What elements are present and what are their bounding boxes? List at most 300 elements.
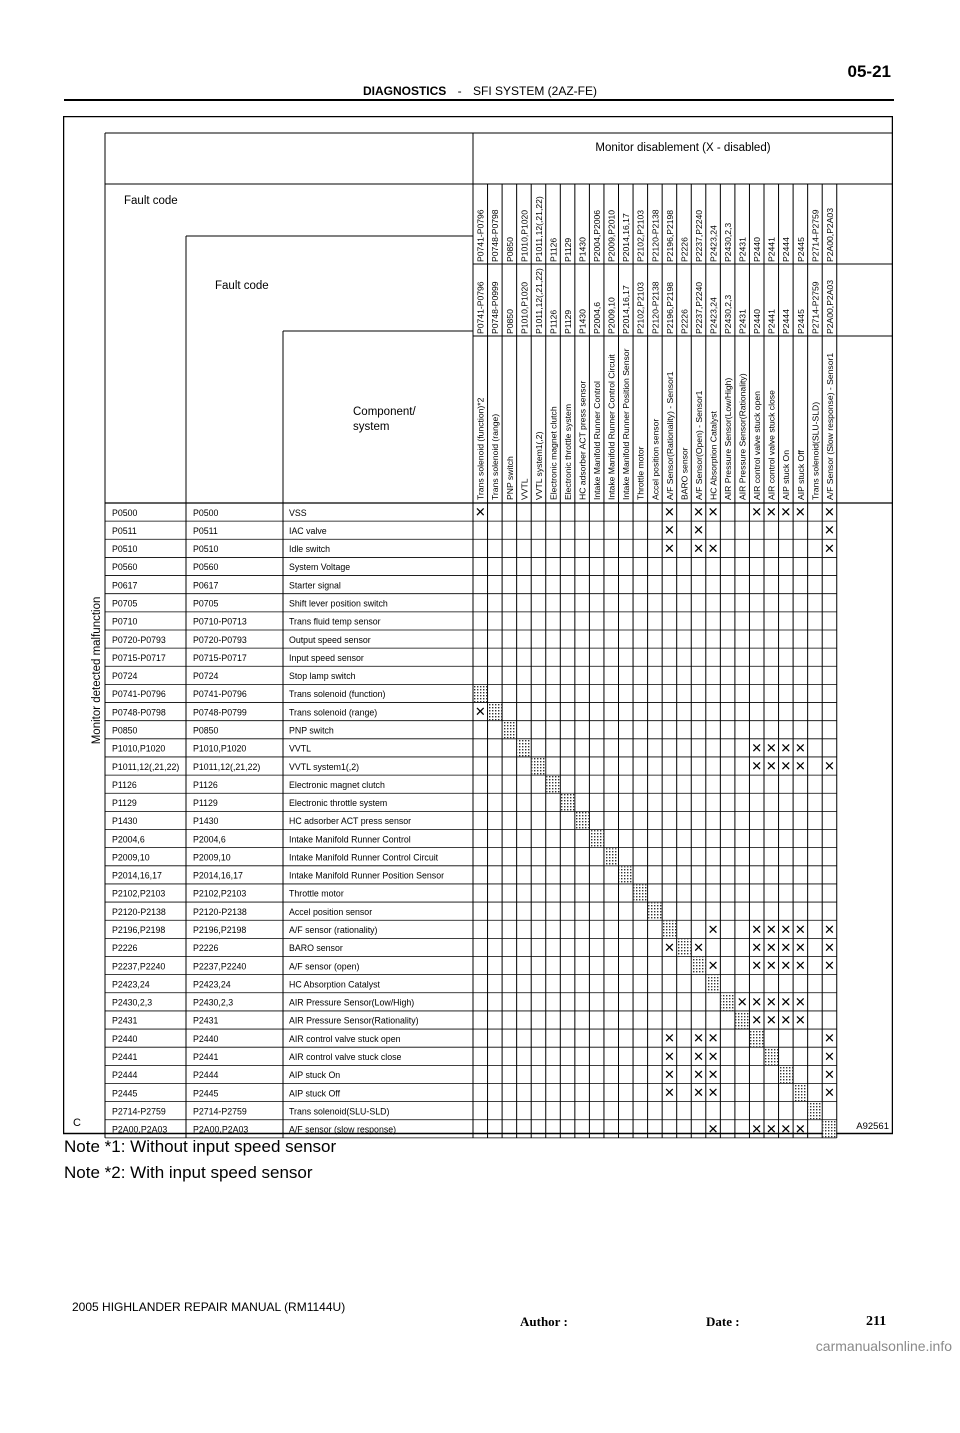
column-mid-code: P1010,P1020: [519, 281, 530, 334]
row-code-detail: P2014,16,17: [193, 870, 243, 881]
row-code-detail: P1011,12(,21,22): [193, 761, 261, 772]
disabled-x-mark: ✕: [751, 759, 763, 775]
shaded-cell: [619, 866, 632, 883]
row-code: P2444: [112, 1070, 138, 1081]
row-code: P2014,16,17: [112, 870, 162, 881]
column-component: A/F Sensor(Open) - Sensor1: [693, 390, 704, 500]
column-mid-code: P2440: [752, 309, 763, 334]
column-mid-code: P2445: [795, 309, 806, 334]
row-code-detail: P2441: [193, 1052, 219, 1062]
column-top-code: P2009,P2010: [606, 209, 617, 262]
shaded-cell: [503, 721, 516, 738]
column-mid-code: P2441: [766, 309, 777, 334]
disabled-x-mark: ✕: [751, 1013, 763, 1029]
column-mid-code: P0850: [504, 309, 515, 334]
disabled-x-mark: ✕: [751, 995, 763, 1011]
column-component: AIP stuck Off: [795, 450, 806, 500]
row-code-detail: P2440: [193, 1033, 219, 1044]
shaded-cell: [677, 939, 690, 956]
row-component: Accel position sensor: [289, 906, 373, 917]
row-component: Intake Manifold Runner Control: [289, 834, 411, 845]
disabled-x-mark: ✕: [707, 959, 719, 975]
row-code-detail: P0724: [193, 671, 219, 682]
column-mid-code: P2430,2,3: [723, 294, 734, 334]
column-component: Trans solenoid(SLU-SLD): [810, 401, 821, 500]
disabled-x-mark: ✕: [663, 523, 675, 539]
row-code-detail: P2423,24: [193, 979, 231, 990]
disabled-x-mark: ✕: [736, 995, 748, 1011]
row-component: Electronic magnet clutch: [289, 779, 385, 790]
shaded-cell: [808, 1102, 821, 1119]
row-code-detail: P1126: [193, 779, 218, 790]
row-code: P1126: [112, 779, 137, 790]
column-mid-code: P2120-P2138: [650, 281, 661, 334]
column-top-code: P2430,2,3: [723, 222, 734, 262]
row-component: A/F sensor (slow response): [289, 1124, 397, 1135]
column-top-code: P2004,P2006: [592, 209, 603, 262]
disabled-x-mark: ✕: [707, 1086, 719, 1102]
column-component: VVTL system1(,2): [533, 431, 544, 500]
column-component: AIR Pressure Sensor(Rationality): [737, 373, 748, 500]
column-top-code: P2102,P2103: [635, 209, 646, 262]
shaded-cell: [794, 1084, 807, 1101]
row-code: P1129: [112, 798, 137, 809]
disabled-x-mark: ✕: [824, 1031, 835, 1047]
disabled-x-mark: ✕: [765, 759, 777, 775]
component-label-line2: system: [353, 421, 390, 433]
row-code: P2226: [112, 943, 138, 954]
column-top-code: P2423,24: [708, 225, 719, 262]
shaded-cell: [474, 685, 487, 702]
row-code: P2714-P2759: [112, 1106, 166, 1117]
row-code: P0510: [112, 544, 138, 555]
watermark: carmanualsonline.info: [815, 1338, 952, 1354]
row-code-detail: P2004,6: [193, 834, 226, 845]
shaded-cell: [765, 1048, 778, 1065]
row-component: Intake Manifold Runner Position Sensor: [289, 870, 445, 881]
row-code-detail: P2196,P2198: [193, 925, 247, 936]
column-component: AIR Pressure Sensor(Low/High): [723, 377, 734, 500]
disabled-x-mark: ✕: [707, 1122, 719, 1138]
shaded-cell: [663, 921, 676, 938]
row-component: AIR control valve stuck close: [289, 1052, 402, 1062]
row-code-detail: P0748-P0799: [193, 707, 247, 718]
disabled-x-mark: ✕: [824, 1067, 835, 1083]
shaded-cell: [488, 703, 501, 720]
column-mid-code: P2423,24: [708, 297, 719, 334]
row-code: P2A00,P2A03: [112, 1124, 168, 1135]
component-label-line1: Component/: [353, 406, 416, 418]
row-code: P1011,12(,21,22): [112, 761, 180, 772]
column-mid-code: P2004,6: [592, 301, 603, 334]
row-code: P0748-P0798: [112, 707, 166, 718]
row-code: P0724: [112, 671, 138, 682]
row-code: P2102,P2103: [112, 888, 166, 899]
row-code: P2196,P2198: [112, 925, 166, 936]
header-rule: [64, 99, 894, 101]
shaded-cell: [517, 739, 530, 756]
row-component: VVTL system1(,2): [289, 761, 360, 772]
row-code-detail: P0850: [193, 725, 219, 736]
disabled-x-mark: ✕: [751, 741, 763, 757]
column-component: Electronic magnet clutch: [548, 406, 559, 500]
column-component: Accel position sensor: [650, 418, 661, 500]
row-code-detail: P2445: [193, 1088, 219, 1099]
column-mid-code: P2431: [737, 309, 748, 334]
fault-code-label-inner: Fault code: [215, 280, 269, 292]
column-mid-code: P2714-P2759: [810, 281, 821, 334]
row-component: AIR control valve stuck open: [289, 1033, 401, 1044]
figure-id: A92561: [856, 1121, 889, 1132]
note-2: Note *2: With input speed sensor: [64, 1163, 313, 1182]
row-code-detail: P2A00,P2A03: [193, 1124, 249, 1135]
row-code-detail: P2009,10: [193, 852, 231, 863]
column-mid-code: P1011,12(,21,22): [533, 268, 544, 334]
disabled-x-mark: ✕: [780, 959, 792, 975]
column-top-code: P1010,P1020: [519, 209, 530, 262]
row-code-detail: P0560: [193, 562, 219, 573]
footer-author-label: Author :: [520, 1314, 568, 1329]
disabled-x-mark: ✕: [707, 1049, 719, 1065]
row-code: P2423,24: [112, 979, 150, 990]
shaded-cell: [648, 903, 661, 920]
section-header: [0, 84, 960, 98]
disabled-x-mark: ✕: [824, 1049, 835, 1065]
disabled-x-mark: ✕: [663, 505, 675, 521]
row-code: P0617: [112, 580, 138, 591]
column-component: AIP stuck On: [781, 450, 792, 500]
disabled-x-mark: ✕: [780, 741, 792, 757]
disabled-x-mark: ✕: [707, 922, 719, 938]
row-code-detail: P0710-P0713: [193, 616, 247, 627]
row-component: Electronic throttle system: [289, 798, 388, 809]
row-code: P2004,6: [112, 834, 145, 845]
column-top-code: P2226: [679, 237, 690, 262]
column-mid-code: P2014,16,17: [621, 285, 632, 334]
column-mid-code: P1129: [562, 309, 573, 334]
column-component: AIR control valve stuck open: [752, 391, 763, 500]
column-component: BARO sensor: [679, 447, 690, 500]
disabled-x-mark: ✕: [824, 940, 835, 956]
row-code: P2430,2,3: [112, 997, 153, 1008]
shaded-cell: [590, 830, 603, 847]
row-component: Trans solenoid(SLU-SLD): [289, 1106, 390, 1117]
column-component: A/F Sensor (Slow response) - Sensor1: [824, 352, 835, 500]
column-component: Electronic throttle system: [562, 404, 573, 500]
column-mid-code: P2102,P2103: [635, 281, 646, 334]
column-top-code: P1129: [562, 237, 573, 262]
disabled-x-mark: ✕: [824, 1086, 835, 1102]
disabled-x-mark: ✕: [780, 1122, 792, 1138]
table-drawing: [63, 116, 893, 1433]
disabled-x-mark: ✕: [824, 505, 835, 521]
disabled-x-mark: ✕: [707, 1067, 719, 1083]
column-component: Trans solenoid (range): [490, 413, 501, 500]
row-code: P0715-P0717: [112, 652, 166, 663]
row-code-detail: P0511: [193, 525, 218, 536]
row-component: System Voltage: [289, 562, 351, 573]
column-mid-code: P2444: [781, 309, 792, 334]
disabled-x-mark: ✕: [693, 1067, 704, 1083]
column-mid-code: P2237,P2240: [693, 281, 704, 334]
column-component: Intake Manifold Runner Control: [592, 381, 603, 500]
row-code: P1010,P1020: [112, 743, 166, 754]
row-component: Intake Manifold Runner Control Circuit: [289, 852, 439, 863]
row-component: A/F sensor (open): [289, 961, 360, 972]
disabled-x-mark: ✕: [663, 1067, 675, 1083]
column-mid-code: P1126: [548, 309, 559, 334]
column-component: Intake Manifold Runner Position Sensor: [621, 348, 632, 500]
row-code-detail: P1010,P1020: [193, 743, 247, 754]
monitor-disablement-table: [63, 116, 893, 1433]
column-top-code: P2714-P2759: [810, 209, 821, 262]
shaded-cell: [721, 993, 734, 1010]
monitor-disablement-title: Monitor disablement (X - disabled): [595, 142, 771, 154]
row-component: VSS: [289, 507, 307, 518]
column-top-code: P2441: [766, 237, 777, 262]
column-top-code: P1430: [577, 237, 588, 262]
shaded-cell: [736, 1012, 749, 1029]
row-component: BARO sensor: [289, 943, 343, 954]
row-component: Shift lever position switch: [289, 598, 388, 609]
disabled-x-mark: ✕: [474, 705, 486, 721]
disabled-x-mark: ✕: [765, 922, 777, 938]
disabled-x-mark: ✕: [663, 1031, 675, 1047]
row-component: HC adsorber ACT press sensor: [289, 816, 412, 827]
disabled-x-mark: ✕: [765, 505, 777, 521]
row-component: A/F sensor (rationality): [289, 925, 378, 936]
column-mid-code: P2009,10: [606, 297, 617, 334]
row-code: P0705: [112, 598, 138, 609]
row-component: AIR Pressure Sensor(Low/High): [289, 997, 415, 1008]
row-code-detail: P0720-P0793: [193, 634, 247, 645]
disabled-x-mark: ✕: [663, 1086, 675, 1102]
column-component: HC Absorption Catalyst: [708, 411, 719, 500]
row-code: P0720-P0793: [112, 634, 166, 645]
row-component: VVTL: [289, 743, 312, 754]
column-component: Trans solenoid (function)*2: [475, 397, 486, 500]
disabled-x-mark: ✕: [794, 741, 806, 757]
column-top-code: P2444: [781, 237, 792, 262]
column-top-code: P2014,16,17: [621, 213, 632, 262]
row-code-detail: P2431: [193, 1015, 219, 1026]
row-code: P2237,P2240: [112, 961, 166, 972]
column-mid-code: P2196,P2198: [664, 281, 675, 334]
row-code-detail: P2237,P2240: [193, 961, 247, 972]
disabled-x-mark: ✕: [751, 505, 763, 521]
row-code-detail: P2102,P2103: [193, 888, 247, 899]
disabled-x-mark: ✕: [794, 922, 806, 938]
column-top-code: P1011,12(,21,22): [533, 196, 544, 262]
disabled-x-mark: ✕: [663, 1049, 675, 1065]
row-code: P2120-P2138: [112, 906, 166, 917]
disabled-x-mark: ✕: [824, 523, 835, 539]
disabled-x-mark: ✕: [794, 759, 806, 775]
shaded-cell: [634, 885, 647, 902]
column-mid-code: P0741-P0796: [475, 281, 486, 334]
disabled-x-mark: ✕: [693, 1031, 704, 1047]
shaded-cell: [546, 776, 559, 793]
disabled-x-mark: ✕: [663, 940, 675, 956]
row-code: P2440: [112, 1033, 138, 1044]
disabled-x-mark: ✕: [751, 922, 763, 938]
disabled-x-mark: ✕: [693, 523, 704, 539]
row-code-detail: P2120-P2138: [193, 906, 247, 917]
row-component: Trans solenoid (function): [289, 689, 386, 700]
subsection-title: SFI SYSTEM (2AZ-FE): [473, 84, 598, 98]
disabled-x-mark: ✕: [474, 505, 486, 521]
disabled-x-mark: ✕: [693, 940, 704, 956]
row-component: Output speed sensor: [289, 634, 371, 645]
shaded-cell: [706, 975, 719, 992]
shaded-cell: [779, 1066, 792, 1083]
row-code: P2445: [112, 1088, 138, 1099]
column-component: PNP switch: [504, 456, 515, 500]
row-code: P2009,10: [112, 852, 150, 863]
shaded-cell: [750, 1030, 763, 1047]
row-code-detail: P2430,2,3: [193, 997, 234, 1008]
row-code-detail: P0500: [193, 507, 219, 518]
disabled-x-mark: ✕: [780, 505, 792, 521]
shaded-cell: [561, 794, 574, 811]
row-code-detail: P0741-P0796: [193, 689, 247, 700]
column-component: Intake Manifold Runner Control Circuit: [606, 354, 617, 500]
row-code: P0511: [112, 525, 137, 536]
shaded-cell: [605, 848, 618, 865]
row-component: AIP stuck Off: [289, 1088, 341, 1099]
note-1: Note *1: Without input speed sensor: [64, 1137, 337, 1156]
disabled-x-mark: ✕: [824, 959, 835, 975]
disabled-x-mark: ✕: [751, 940, 763, 956]
row-component: Trans solenoid (range): [289, 707, 378, 718]
column-component: A/F Sensor(Rationality) - Sensor1: [664, 371, 675, 500]
disabled-x-mark: ✕: [663, 541, 675, 557]
column-top-code: P0748-P0798: [490, 209, 501, 262]
column-component: Throttle motor: [635, 446, 646, 500]
row-code: P1430: [112, 816, 138, 827]
disabled-x-mark: ✕: [824, 759, 835, 775]
column-mid-code: P0748-P0999: [490, 281, 501, 334]
disabled-x-mark: ✕: [794, 1013, 806, 1029]
table-frame: [64, 117, 893, 1134]
header-separator: -: [457, 84, 462, 98]
column-top-code: P2431: [737, 237, 748, 262]
disabled-x-mark: ✕: [765, 959, 777, 975]
shaded-cell: [532, 758, 545, 775]
notes: [64, 1134, 336, 1186]
row-code: P2441: [112, 1052, 138, 1062]
disabled-x-mark: ✕: [765, 741, 777, 757]
disabled-x-mark: ✕: [765, 1122, 777, 1138]
row-code-detail: P0715-P0717: [193, 652, 247, 663]
disabled-x-mark: ✕: [780, 922, 792, 938]
disabled-x-mark: ✕: [780, 759, 792, 775]
footer-date-label: Date :: [706, 1314, 740, 1329]
row-code: P0710: [112, 616, 138, 627]
disabled-x-mark: ✕: [780, 940, 792, 956]
row-code-detail: P2444: [193, 1070, 219, 1081]
row-code: P0741-P0796: [112, 689, 166, 700]
disabled-x-mark: ✕: [824, 541, 835, 557]
column-top-code: P2196,P2198: [664, 209, 675, 262]
disabled-x-mark: ✕: [751, 959, 763, 975]
column-top-code: P2445: [795, 237, 806, 262]
row-code: P2431: [112, 1015, 138, 1026]
disabled-x-mark: ✕: [824, 922, 835, 938]
row-component: AIR Pressure Sensor(Rationality): [289, 1015, 419, 1026]
row-component: PNP switch: [289, 725, 334, 736]
row-component: IAC valve: [289, 525, 327, 536]
disabled-x-mark: ✕: [693, 1086, 704, 1102]
row-code-detail: P2714-P2759: [193, 1106, 247, 1117]
disabled-x-mark: ✕: [765, 1013, 777, 1029]
row-component: Input speed sensor: [289, 652, 364, 663]
disabled-x-mark: ✕: [765, 995, 777, 1011]
disabled-x-mark: ✕: [780, 995, 792, 1011]
column-top-code: P2237,P2240: [693, 209, 704, 262]
row-component: AIP stuck On: [289, 1070, 341, 1081]
row-code: P0850: [112, 725, 138, 736]
disabled-x-mark: ✕: [707, 505, 719, 521]
row-component: Starter signal: [289, 580, 341, 591]
column-top-code: P1126: [548, 237, 559, 262]
side-label: Monitor detected malfunction: [91, 596, 103, 745]
column-component: AIR control valve stuck close: [766, 390, 777, 500]
row-component: Stop lamp switch: [289, 671, 356, 682]
disabled-x-mark: ✕: [707, 1031, 719, 1047]
column-top-code: P0850: [504, 237, 515, 262]
disabled-x-mark: ✕: [693, 541, 704, 557]
disabled-x-mark: ✕: [693, 505, 704, 521]
disabled-x-mark: ✕: [794, 959, 806, 975]
disabled-x-mark: ✕: [693, 1049, 704, 1065]
row-code-detail: P1129: [193, 798, 218, 809]
column-top-code: P2440: [752, 237, 763, 262]
row-code: P0500: [112, 507, 138, 518]
fault-code-label-outer: Fault code: [124, 195, 178, 207]
footer-manual-title: 2005 HIGHLANDER REPAIR MANUAL (RM1144U): [72, 1300, 346, 1314]
disabled-x-mark: ✕: [765, 940, 777, 956]
page-number: 05-21: [847, 62, 891, 81]
disabled-x-mark: ✕: [794, 505, 806, 521]
disabled-x-mark: ✕: [707, 541, 719, 557]
row-code-detail: P0617: [193, 580, 219, 591]
row-component: Idle switch: [289, 544, 331, 555]
row-component: Trans fluid temp sensor: [289, 616, 381, 627]
row-code: P0560: [112, 562, 138, 573]
disabled-x-mark: ✕: [794, 995, 806, 1011]
column-top-code: P0741-P0796: [475, 209, 486, 262]
row-code-detail: P1430: [193, 816, 219, 827]
disabled-x-mark: ✕: [780, 1013, 792, 1029]
column-top-code: P2120-P2138: [650, 209, 661, 262]
disabled-x-mark: ✕: [751, 1122, 763, 1138]
row-component: HC Absorption Catalyst: [289, 979, 380, 990]
disabled-x-mark: ✕: [794, 1122, 806, 1138]
shaded-cell: [823, 1120, 836, 1137]
shaded-cell: [692, 957, 705, 974]
corner-letter: C: [73, 1117, 81, 1129]
row-component: Throttle motor: [289, 888, 344, 899]
column-component: VVTL: [519, 478, 530, 500]
section-title: DIAGNOSTICS: [362, 84, 447, 98]
row-code-detail: P2226: [193, 943, 219, 954]
column-mid-code: P2226: [679, 309, 690, 334]
column-component: HC adsorber ACT press sensor: [577, 380, 588, 500]
column-mid-code: P2A00,P2A03: [824, 280, 835, 334]
column-mid-code: P1430: [577, 309, 588, 334]
disabled-x-mark: ✕: [794, 940, 806, 956]
